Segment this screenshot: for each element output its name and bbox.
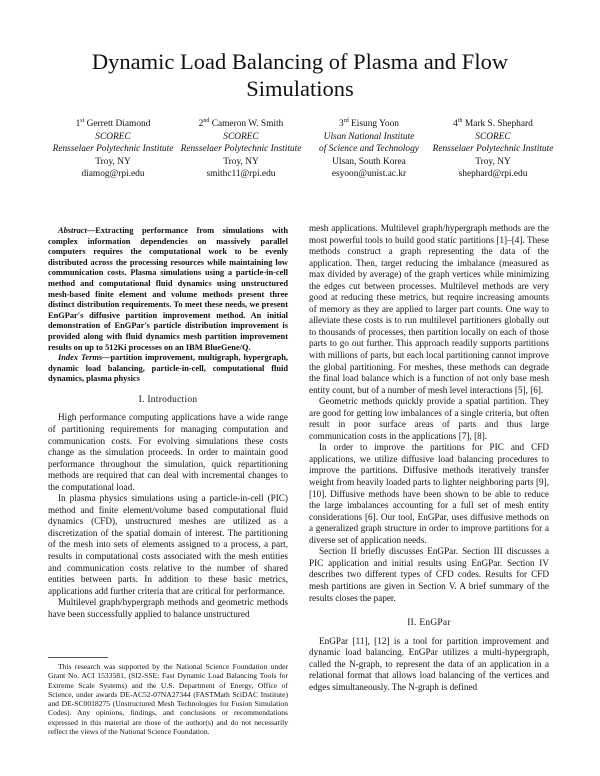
- funding-footnote: This research was supported by the National Science Foundation under Grant No. ACI 1533581, (SI2-SSE: Fast Dynamic Load Balancing Tools for Extreme Scale Systems) and the U.S. Department of Energy, Office of Science, under awards DE-AC52-07NA27344 (FASTMath SciDAC Institute) and DE-SC0018275 (Unstructured Mesh Technologies for Fusion Simulation Codes). Any opinions, findings, and conclusions or recommendations expressed in this material are those of the author(s) and do not necessarily reflect the views of the National Science Foundation.: [48, 662, 288, 737]
- author-location: Troy, NY: [475, 156, 511, 167]
- author-email: shephard@rpi.edu: [458, 169, 528, 180]
- author-location: Troy, NY: [223, 156, 259, 167]
- author-institution: Rensselaer Polytechnic Institute: [52, 144, 174, 155]
- abstract: Abstract—Extracting performance from simulations with complex information dependencies on massively parallel computers requires the computational work to be evenly distributed across the processing resources while maintaining low communication costs. Plasma simulations using a particle-in-cell method and computational fluid dynamics using unstructured mesh-based finite element and volume methods present three distinct distribution requirements. To meet these needs, we present EnGPar's diffusive partition improvement method. An initial demonstration of EnGPar's particle distribution improvement is provided along with fluid dynamics mesh partition improvement results on up to 512Ki processes on an IBM BlueGene/Q.: [48, 226, 288, 352]
- author-email: smithc11@rpi.edu: [206, 169, 276, 180]
- paragraph: In plasma physics simulations using a particle-in-cell (PIC) method and finite element/volume based computational fluid dynamics (CFD), unstructured meshes are utilized as a discretization of the spatial domain of interest. The partitioning of the mesh into sets of elements assigned to a process, a part, results in computational costs associated with the mesh entities and communication costs relative to the number of shared entities between parts. In addition to these basic metrics, applications add further criteria that are critical for performance.: [48, 493, 288, 596]
- left-column: [48, 226, 288, 620]
- paragraph: mesh applications. Multilevel graph/hypergraph methods are the most powerful tools to build good static partitions [1]–[4]. These methods construct a graph representing the data of the application. Then, target reducing the imbalance (measured as max divided by average) of the graph vertices while minimizing the edges cut between processes. Multilevel methods are very good at reducing these metrics, but require increasing amounts of memory as they are applied to larger part counts. One way to alleviate these costs is to run multilevel partitioners globally out to thousands of processes, then partition locally on each of those parts to go out further. This approach readily supports partitions with millions of parts, but each local partitioning cannot improve the global partitioning. For meshes, these methods can degrade the final load balance which is a function of not only base mesh entity count, but of a number of mesh level interactions [5], [6].: [309, 223, 549, 395]
- author-location: Troy, NY: [95, 156, 131, 167]
- author-email: diamog@rpi.edu: [81, 169, 145, 180]
- section-heading: I. Introduction: [138, 394, 198, 405]
- author-name: 3rd Eisung Yoon: [339, 117, 399, 129]
- author-name: 4th Mark S. Shephard: [453, 117, 533, 129]
- paragraph: Geometric methods quickly provide a spatial partition. They are good for getting low imbalances of a single criteria, but often result in poor surface areas of parts and thus large communication costs in the applications [7], [8].: [309, 396, 549, 441]
- paragraph: High performance computing applications have a wide range of partitioning requirements for managing computation and communication costs. For evolving simulations these costs change as the simulation proceeds. In order to maintain good performance throughout the simulation, quick repartitioning methods are required that can deal with incremental changes to the computational load.: [48, 412, 288, 492]
- author-1: [48, 118, 178, 181]
- paragraph: Section II briefly discusses EnGPar. Section III discusses a PIC application and initial results using EnGPar. Section IV describes two different types of CFD codes. Results for CFD mesh partitions are given in Section V. A brief summary of the results closes the paper.: [309, 546, 549, 603]
- author-location: Ulsan, South Korea: [332, 156, 406, 167]
- author-org: SCOREC: [475, 131, 511, 142]
- author-institution: of Science and Technology: [319, 144, 419, 155]
- author-institution: Rensselaer Polytechnic Institute: [180, 144, 302, 155]
- author-email: esyoon@unist.ac.kr: [331, 169, 407, 180]
- paragraph: Multilevel graph/hypergraph methods and geometric methods have been successfully applied to balance unstructured: [48, 597, 288, 619]
- author-2: [176, 118, 306, 181]
- author-institution: Rensselaer Polytechnic Institute: [432, 144, 554, 155]
- author-name: 2nd Cameron W. Smith: [198, 117, 284, 129]
- author-3: [304, 118, 434, 181]
- author-org: SCOREC: [223, 131, 259, 142]
- author-org: Ulsan National Institute: [323, 131, 415, 142]
- index-terms: Index Terms—partition improvement, multigraph, hypergraph, dynamic load balancing, particle-in-cell, computational fluid dynamics, plasma physics: [48, 353, 288, 384]
- author-4: [428, 118, 558, 181]
- section-heading: II. EnGPar: [407, 618, 451, 629]
- paper-title: Dynamic Load Balancing of Plasma and Flow Simulations: [91, 49, 509, 101]
- right-column: [309, 223, 549, 693]
- author-name: 1st Gerrett Diamond: [75, 117, 151, 129]
- paragraph: EnGPar [11], [12] is a tool for partition improvement and dynamic load balancing. EnGPar utilizes a multi-hypergraph, called the N-graph, to represent the data of an application in a relational format that allows load balancing of the vertices and edges simultaneously. The N-graph is defined: [309, 635, 549, 692]
- footnote-rule: [48, 657, 108, 658]
- paragraph: In order to improve the partitions for PIC and CFD applications, we utilize diffusive load balancing procedures to improve the partitions. Diffusive methods iteratively transfer weight from heavily loaded parts to lighter neighboring parts [9], [10]. Diffusive methods have been shown to be able to reduce the large imbalances accounting for a full set of mesh entity considerations [6]. Our tool, EnGPar, uses diffusive methods on a generalized graph structure in order to improve partitions for a diverse set of application needs.: [309, 442, 549, 545]
- author-org: SCOREC: [95, 131, 131, 142]
